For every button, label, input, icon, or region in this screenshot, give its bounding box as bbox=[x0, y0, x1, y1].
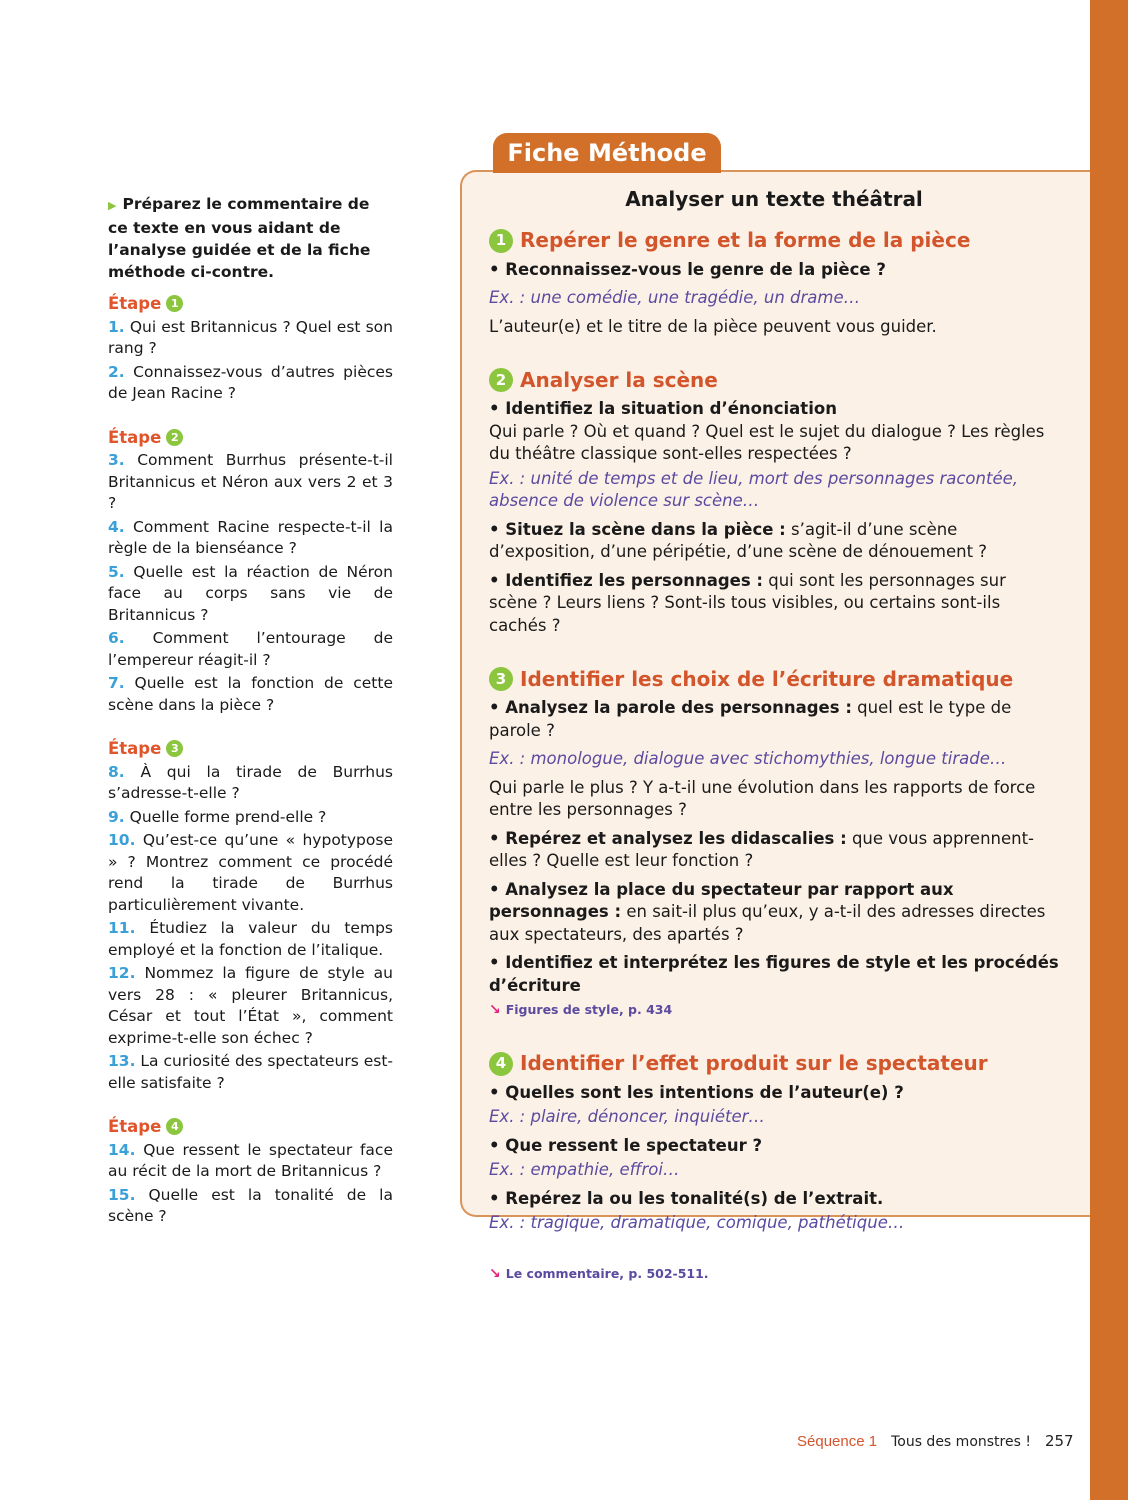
question: 13. La curiosité des spectateurs est-elle satisfaite ? bbox=[108, 1052, 393, 1092]
section-number-badge: 2 bbox=[489, 368, 513, 392]
fiche-paragraph: • Analysez la parole des personnages : quel est le type de parole ? bbox=[489, 698, 1012, 740]
question: 3. Comment Burrhus présente-t-il Britannicus et Néron aux vers 2 et 3 ? bbox=[108, 451, 393, 512]
section-heading: 4 Identifier l’effet produit sur le spectateur bbox=[489, 1052, 1059, 1076]
question: 6. Comment l’entourage de l’empereur réagit-il ? bbox=[108, 629, 393, 669]
section-heading: 1 Repérer le genre et la forme de la pièce bbox=[489, 229, 1059, 253]
fiche-section-3 bbox=[489, 667, 1059, 1022]
fiche-section-2 bbox=[489, 368, 1059, 637]
page-number: 257 bbox=[1044, 1432, 1074, 1450]
fiche-paragraph: • Que ressent le spectateur ? bbox=[489, 1135, 763, 1155]
fiche-paragraph: • Repérez la ou les tonalité(s) de l’extrait. bbox=[489, 1188, 884, 1208]
fiche-paragraph: • Identifiez la situation d’énonciation bbox=[489, 399, 837, 418]
sequence-label: Séquence 1 bbox=[797, 1433, 878, 1450]
etape-heading: Étape 4 bbox=[108, 1116, 393, 1138]
arrow-down-right-icon: ↘ bbox=[489, 1265, 501, 1282]
question: 11. Étudiez la valeur du temps employé et la fonction de l’italique. bbox=[108, 919, 393, 959]
fiche-paragraph: Qui parle ? Où et quand ? Quel est le sujet du dialogue ? Les règles du théâtre classique sont-elles respectées ? bbox=[489, 421, 1045, 463]
fiche-example: Ex. : une comédie, une tragédie, un drame… bbox=[489, 288, 861, 307]
side-band bbox=[1090, 0, 1128, 1500]
fiche-title: Analyser un texte théâtral bbox=[625, 187, 923, 211]
question: 1. Qui est Britannicus ? Quel est son rang ? bbox=[108, 317, 393, 357]
fiche-methode-content bbox=[489, 188, 1059, 1291]
fiche-paragraph: L’auteur(e) et le titre de la pièce peuvent vous guider. bbox=[489, 316, 937, 336]
fiche-paragraph: • Situez la scène dans la pièce : s’agit-il d’une scène d’exposition, d’une péripétie, d’une scène de dénouement ? bbox=[489, 519, 988, 561]
triangle-bullet-icon: ▶ bbox=[108, 199, 117, 212]
question: 8. À qui la tirade de Burrhus s’adresse-t-elle ? bbox=[108, 762, 393, 802]
section-number-badge: 1 bbox=[489, 229, 513, 253]
page-footer bbox=[797, 1432, 1074, 1450]
question: 10. Qu’est-ce qu’une « hypotypose » ? Montrez comment ce procédé rend la tirade de Burrhus particulièrement vivante. bbox=[108, 831, 393, 914]
intro-text: ▶ Préparez le commentaire de ce texte en vous aidant de l’analyse guidée et de la fiche méthode ci-contre. bbox=[108, 195, 371, 281]
fiche-paragraph: • Identifiez et interprétez les figures de style et les procédés d’écriture bbox=[489, 953, 1059, 995]
fiche-section-4 bbox=[489, 1052, 1059, 1235]
section-heading: 2 Analyser la scène bbox=[489, 368, 1059, 392]
fiche-methode-tab: Fiche Méthode bbox=[493, 133, 721, 173]
question: 7. Quelle est la fonction de cette scène dans la pièce ? bbox=[108, 674, 393, 714]
etape-number-badge: 3 bbox=[166, 740, 183, 757]
section-heading: 3 Identifier les choix de l’écriture dramatique bbox=[489, 667, 1059, 691]
etape-heading: Étape 3 bbox=[108, 738, 393, 760]
question: 9. Quelle forme prend-elle ? bbox=[108, 807, 327, 826]
etape-heading: Étape 2 bbox=[108, 427, 393, 449]
fiche-paragraph: • Identifiez les personnages : qui sont les personnages sur scène ? Leurs liens ? Sont-ils tous visibles, ou certains sont-ils cachés ? bbox=[489, 570, 1006, 635]
fiche-paragraph: • Repérez et analysez les didascalies : que vous apprennent-elles ? Quelle est leur fonction ? bbox=[489, 828, 1035, 870]
cross-reference-link[interactable]: ↘ Figures de style, p. 434 bbox=[489, 999, 1059, 1022]
fiche-example: Ex. : tragique, dramatique, comique, pathétique… bbox=[489, 1213, 905, 1232]
etape-1 bbox=[108, 293, 393, 405]
fiche-example: Ex. : monologue, dialogue avec stichomythies, longue tirade… bbox=[489, 749, 1007, 768]
etape-2 bbox=[108, 427, 393, 717]
etape-3 bbox=[108, 738, 393, 1094]
question: 12. Nommez la figure de style au vers 28 : « pleurer Britannicus, César et tout l’État », comment exprime-t-elle son échec ? bbox=[108, 964, 393, 1047]
sequence-title: Tous des monstres ! bbox=[891, 1434, 1031, 1450]
section-number-badge: 4 bbox=[489, 1052, 513, 1076]
final-cross-reference-link[interactable]: ↘ Le commentaire, p. 502-511. bbox=[489, 1263, 1059, 1286]
fiche-paragraph: • Reconnaissez-vous le genre de la pièce ? bbox=[489, 259, 886, 279]
question: 4. Comment Racine respecte-t-il la règle de la bienséance ? bbox=[108, 517, 393, 557]
question: 2. Connaissez-vous d’autres pièces de Jean Racine ? bbox=[108, 362, 393, 402]
etape-number-badge: 4 bbox=[166, 1118, 183, 1135]
question: 14. Que ressent le spectateur face au récit de la mort de Britannicus ? bbox=[108, 1140, 393, 1180]
fiche-example: Ex. : unité de temps et de lieu, mort des personnages racontée, absence de violence sur scène… bbox=[489, 468, 1018, 510]
fiche-section-1 bbox=[489, 229, 1059, 339]
fiche-paragraph: • Quelles sont les intentions de l’auteur(e) ? bbox=[489, 1082, 904, 1102]
section-number-badge: 3 bbox=[489, 667, 513, 691]
etape-heading: Étape 1 bbox=[108, 293, 393, 315]
etape-number-badge: 1 bbox=[166, 295, 183, 312]
question: 5. Quelle est la réaction de Néron face au corps sans vie de Britannicus ? bbox=[108, 562, 393, 624]
question: 15. Quelle est la tonalité de la scène ? bbox=[108, 1185, 393, 1225]
arrow-down-right-icon: ↘ bbox=[489, 1002, 501, 1018]
fiche-example: Ex. : empathie, effroi… bbox=[489, 1160, 680, 1179]
fiche-paragraph: Qui parle le plus ? Y a-t-il une évolution dans les rapports de force entre les personnages ? bbox=[489, 777, 1036, 819]
fiche-example: Ex. : plaire, dénoncer, inquiéter… bbox=[489, 1107, 765, 1126]
etape-4 bbox=[108, 1116, 393, 1228]
left-column bbox=[108, 193, 393, 1230]
etape-number-badge: 2 bbox=[166, 429, 183, 446]
fiche-paragraph: • Analysez la place du spectateur par rapport aux personnages : en sait-il plus qu’eux, y a-t-il des adresses directes aux spectateurs, des apartés ? bbox=[489, 879, 1046, 944]
